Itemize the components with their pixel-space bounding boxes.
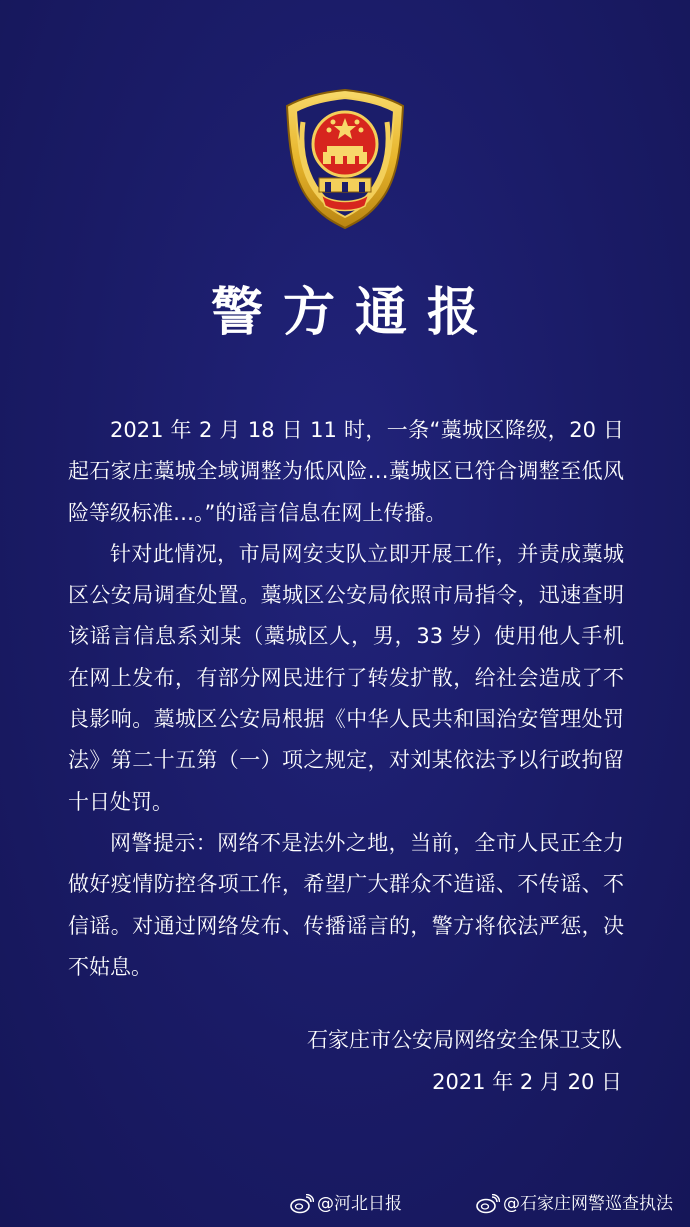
watermark-shijiazhuang-police (476, 1192, 673, 1216)
watermark-text: @河北日报 (317, 1194, 402, 1214)
signature-date: 2021 年 2 月 20 日 (432, 1070, 622, 1094)
police-emblem-icon (265, 82, 425, 232)
watermark-text: @石家庄网警巡查执法 (503, 1194, 673, 1214)
weibo-icon (290, 1194, 314, 1214)
weibo-icon (476, 1194, 500, 1214)
notice-title: 警方通报 (210, 283, 499, 343)
notice-body (68, 410, 624, 988)
paragraph-rumor: 2021 年 2 月 18 日 11 时，一条“藁城区降级，20 日起石家庄藁城全域调整为低风险…藁城区已符合调整至低风险等级标准…。”的谣言信息在网上传播。 (68, 418, 624, 525)
signature-organization: 石家庄市公安局网络安全保卫支队 (307, 1028, 622, 1052)
paragraph-warning: 网警提示：网络不是法外之地，当前，全市人民正全力做好疫情防控各项工作，希望广大群众不造谣、不传谣、不信谣。对通过网络发布、传播谣言的，警方将依法严惩，决不姑息。 (68, 830, 624, 979)
watermark-hebei-daily (290, 1192, 402, 1216)
paragraph-investigation: 针对此情况，市局网安支队立即开展工作，并责成藁城区公安局调查处置。藁城区公安局依照市局指令，迅速查明该谣言信息系刘某（藁城区人，男，33 岁）使用他人手机在网上发布，有部分网民进行了转发扩散，给社会造成了不良影响。藁城区公安局根据《中华人民共和国治安管理处罚法》第二十五第（一）项之规定，对刘某依法予以行政拘留十日处罚。 (68, 541, 624, 814)
